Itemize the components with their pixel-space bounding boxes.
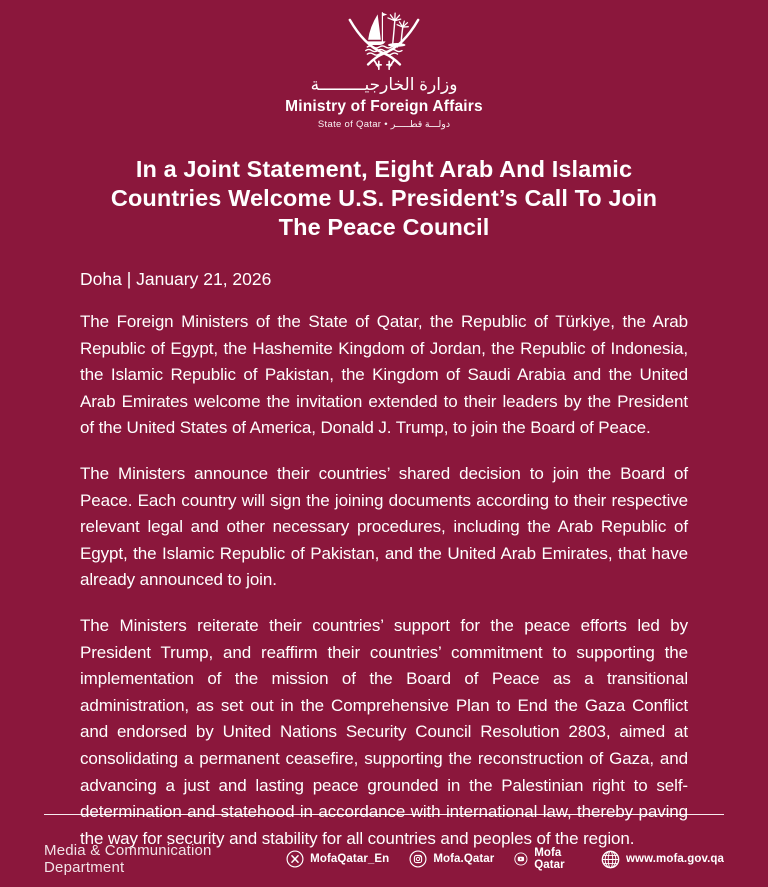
- globe-icon: [601, 850, 620, 869]
- header: [0, 0, 768, 130]
- social-link-instagram[interactable]: [409, 850, 494, 868]
- state-of-qatar-line: State of Qatar • دولـــة قطـــــر: [317, 119, 451, 130]
- instagram-icon: [409, 850, 427, 868]
- social-links: [286, 847, 724, 871]
- ministry-name-arabic: وزارة الخارجيـــــــــة: [310, 75, 458, 94]
- social-handle-x: MofaQatar_En: [310, 853, 390, 865]
- website-url: www.mofa.gov.qa: [626, 853, 724, 865]
- qatar-mofa-emblem-icon: [344, 8, 424, 70]
- ministry-name-english: Ministry of Foreign Affairs: [285, 98, 483, 115]
- youtube-icon: [514, 850, 528, 868]
- statement-title: [42, 155, 726, 242]
- dateline: Doha | January 21, 2026: [80, 269, 272, 289]
- social-link-x[interactable]: [286, 850, 389, 868]
- footer: [44, 814, 724, 876]
- paragraph-1: The Foreign Ministers of the State of Qatar, the Republic of Türkiye, the Arab Republic of Egypt, the Hashemite Kingdom of Jordan, the Republic of Indonesia, the Islamic Republic of Pakistan, the Kingdom of Saudi Arabia and the United Arab Emirates welcome the invitation extended to their leaders by the President of the United States of America, Donald J. Trump, to join the Board of Peace.: [80, 312, 688, 438]
- statement-body: [0, 269, 768, 852]
- social-handle-instagram: Mofa.Qatar: [433, 853, 495, 865]
- website-link[interactable]: [601, 850, 724, 869]
- statement-title-line-1: In a Joint Statement, Eight Arab And Islamic: [135, 156, 633, 182]
- paragraph-3: The Ministers reiterate their countries’ support for the peace efforts led by President Trump, and reaffirm their countries’ commitment to supporting the implementation of the mission of the Board of Peace as a transitional administration, as set out in the Comprehensive Plan to End the Gaza Conflict and endorsed by United Nations Security Council Resolution 2803, aimed at consolidating a permanent ceasefire, supporting the reconstruction of Gaza, and advancing a just and lasting peace grounded in the Palestinian right to self-determination and statehood in accordance with international law, thereby paving the way for security and stability for all countries and peoples of the region.: [80, 615, 688, 848]
- paragraph-2: The Ministers announce their countries’ shared decision to join the Board of Peace. Each country will sign the joining documents according to their respective relevant legal and other necessary procedures, including the Arab Republic of Egypt, the Islamic Republic of Pakistan, and the United Arab Emirates, that have already announced to join.: [80, 463, 688, 590]
- social-link-youtube[interactable]: [514, 847, 581, 871]
- statement-title-line-2: Countries Welcome U.S. President’s Call To Join: [110, 185, 658, 211]
- statement-title-line-3: The Peace Council: [278, 214, 490, 240]
- social-handle-youtube: Mofa Qatar: [534, 847, 565, 871]
- department-label: Media & Communication Department: [44, 842, 212, 876]
- x-icon: [286, 850, 304, 868]
